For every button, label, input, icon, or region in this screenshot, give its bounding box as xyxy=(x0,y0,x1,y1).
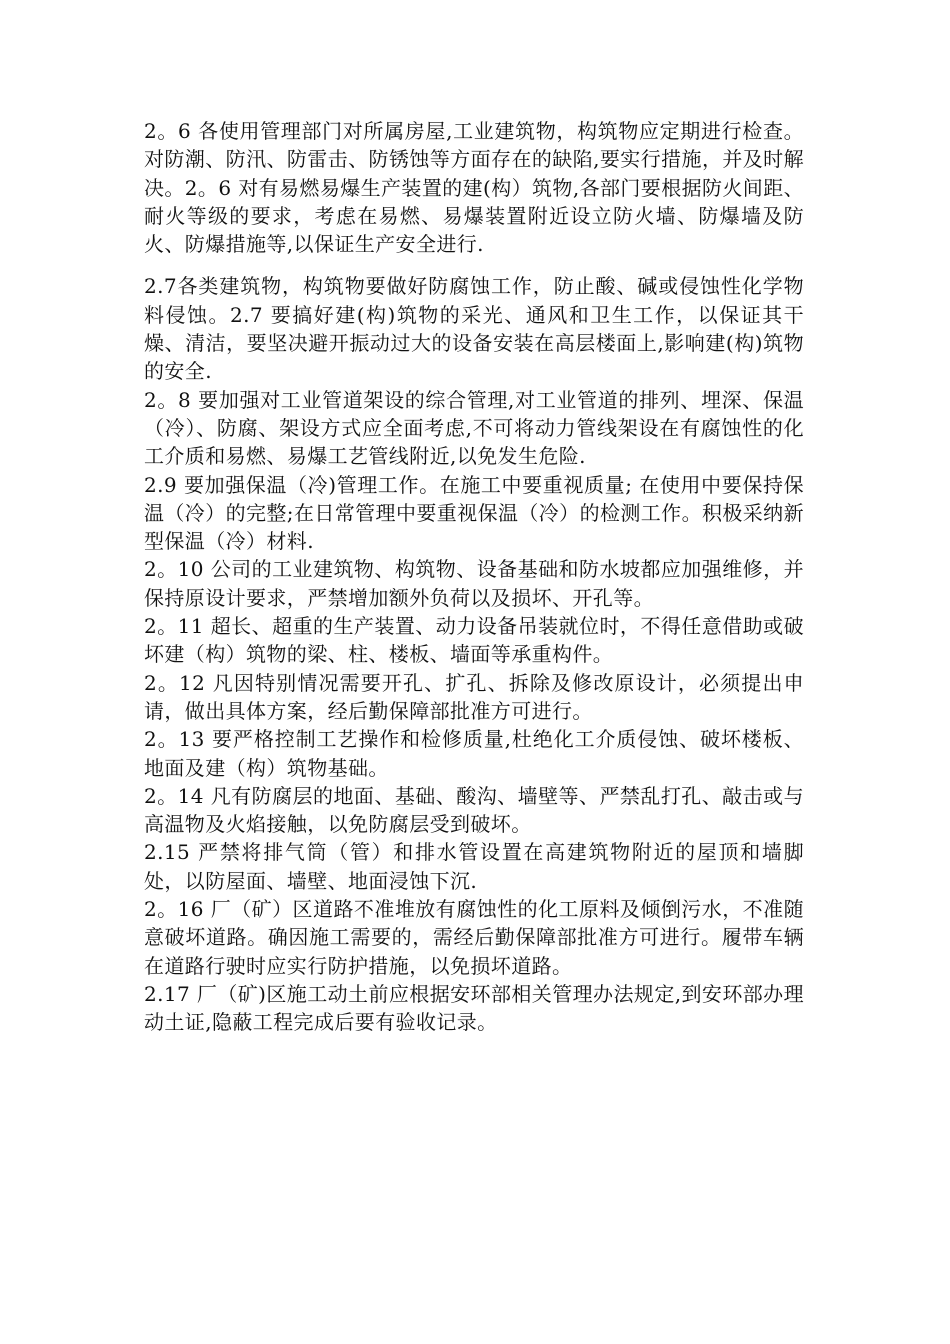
paragraph-2-11: 2。11 超长、超重的生产装置、动力设备吊装就位时，不得任意借助或破坏建（构）筑物的梁、柱、楼板、墙面等承重构件。 xyxy=(144,614,804,667)
paragraph-2-17: 2.17 厂（矿)区施工动土前应根据安环部相关管理办法规定,到安环部办理动土证,隐蔽工程完成后要有验收记录。 xyxy=(144,981,804,1035)
paragraph-2-9: 2.9 要加强保温（冷)管理工作。在施工中要重视质量; 在使用中要保持保温（冷）的完整;在日常管理中要重视保温（冷）的检测工作。积极采纳新型保温（冷）材料. xyxy=(144,472,804,554)
paragraph-2-10: 2。10 公司的工业建筑物、构筑物、设备基础和防水坡都应加强维修，并保持原设计要求，严禁增加额外负荷以及损坏、开孔等。 xyxy=(144,557,804,610)
paragraph-2-8: 2。8 要加强对工业管道架设的综合管理,对工业管道的排列、埋深、保温（冷）、防腐、架设方式应全面考虑,不可将动力管线架设在有腐蚀性的化工介质和易燃、易爆工艺管线附近,以免发生危险. xyxy=(144,387,804,469)
paragraph-2-14: 2。14 凡有防腐层的地面、基础、酸沟、墙壁等、严禁乱打孔、敲击或与高温物及火焰接触，以免防腐层受到破坏。 xyxy=(144,783,804,837)
paragraph-2-15: 2.15 严禁将排气筒（管）和排水管设置在高建筑物附近的屋顶和墙脚处，以防屋面、墙壁、地面浸蚀下沉. xyxy=(144,840,804,893)
paragraph-2-7: 2.7各类建筑物，构筑物要做好防腐蚀工作，防止酸、碱或侵蚀性化学物料侵蚀。2.7 要搞好建(构)筑物的采光、通风和卫生工作，以保证其干燥、清洁，要坚决避开振动过大的设备安装在高层楼面上,影响建(构)筑物的安全. xyxy=(144,274,804,384)
paragraph-2-13: 2。13 要严格控制工艺操作和检修质量,杜绝化工介质侵蚀、破坏楼板、地面及建（构）筑物基础。 xyxy=(144,727,804,780)
paragraph-2-6: 2。6 各使用管理部门对所属房屋,工业建筑物，构筑物应定期进行检查。对防潮、防汛、防雷击、防锈蚀等方面存在的缺陷,要实行措施，并及时解决。2。6 对有易燃易爆生产装置的建(构）筑物,各部门要根据防火间距、耐火等级的要求，考虑在易燃、易爆装置附近设立防火墙、防爆墙及防火、防爆措施等,以保证生产安全进行. xyxy=(144,119,804,257)
document-body xyxy=(144,117,804,1037)
paragraph-2-16: 2。16 厂（矿）区道路不准堆放有腐蚀性的化工原料及倾倒污水，不准随意破坏道路。确因施工需要的，需经后勤保障部批准方可进行。履带车辆在道路行驶时应实行防护措施，以免损坏道路。 xyxy=(144,897,804,978)
paragraph-2-12: 2。12 凡因特别情况需要开孔、扩孔、拆除及修改原设计，必须提出申请，做出具体方案，经后勤保障部批准方可进行。 xyxy=(144,670,804,723)
